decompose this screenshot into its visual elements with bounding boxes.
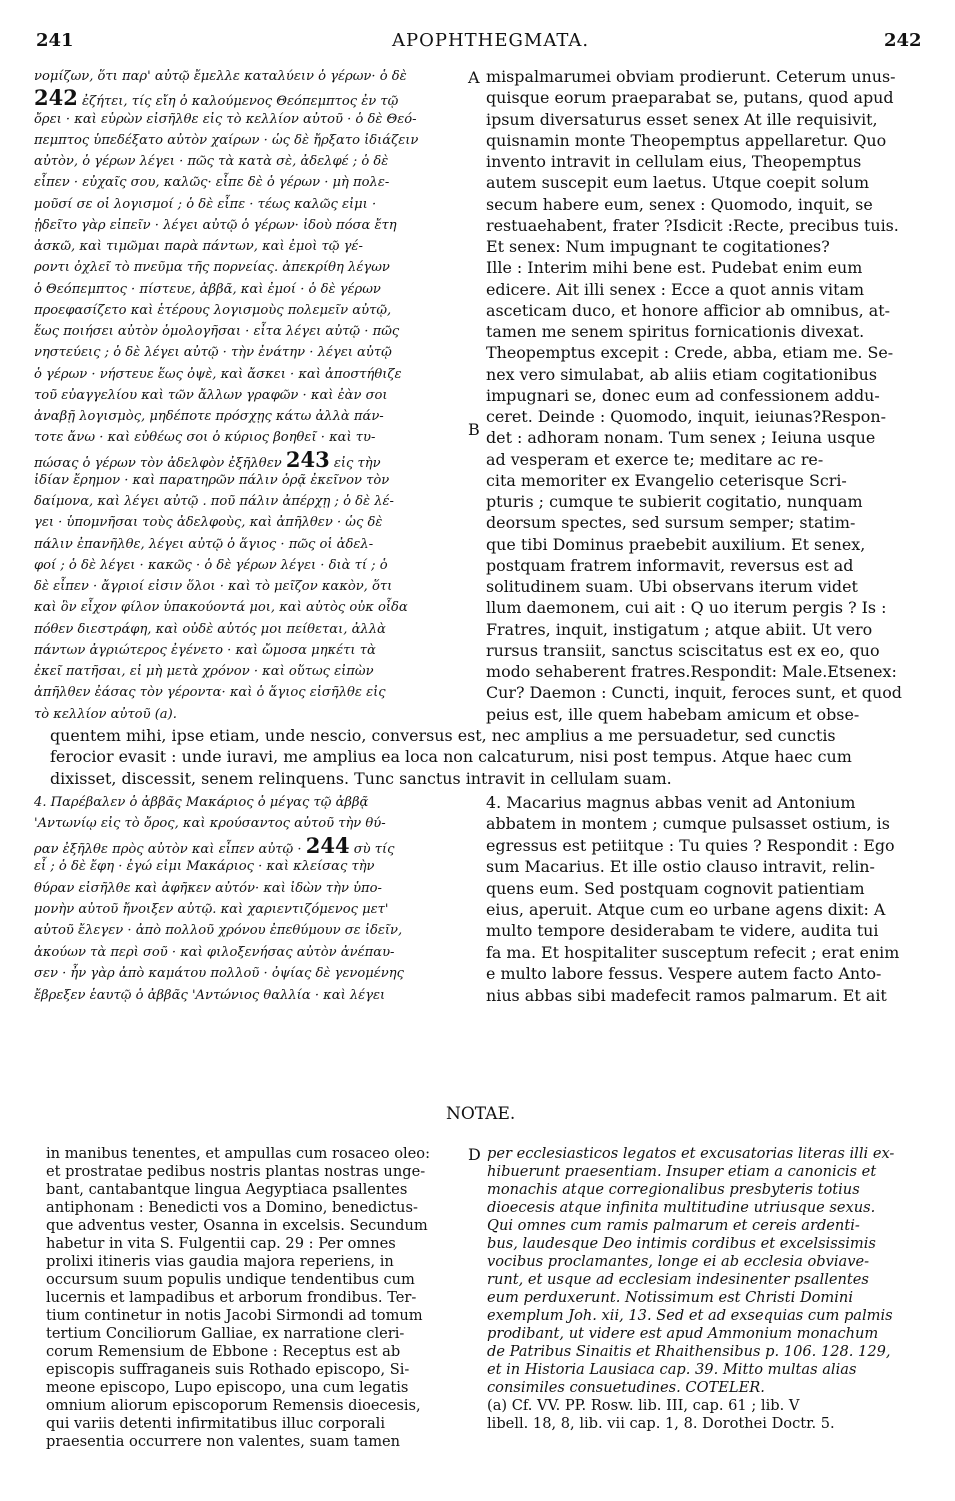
greek-line (34, 534, 466, 555)
latin-line: quisque eorum praeparabat se, putans, quod apud (486, 88, 894, 108)
note-line: runt, et usque ad ecclesiam indesinenter psallentes (487, 1271, 869, 1288)
greek-text: πόθεν διεστράφη, καὶ οὐδὲ αὐτός μοι πείθεται, ἀλλὰ (34, 621, 386, 637)
latin-line: deorsum spectes, sed sursum semper; statim- (486, 513, 856, 533)
column-number: 244 (305, 834, 350, 858)
note-line: bant, cantabantque lingua Aegyptiaca psallentes (46, 1181, 408, 1198)
greek-text: νηστεύεις ; ὁ δὲ λέγει αὐτῷ · τὴν ἐνάτην · λέγει αὐτῷ (34, 345, 392, 361)
greek-text: γει · ὑπομνῆσαι τοὺς ἀδελφοὺς, καὶ ἀπῆλθεν · ὡς δὲ (34, 515, 383, 531)
greek-text: πάντων ἀγριώτερος ἐγένετο · καὶ ὤμοσα μηκέτι τὰ (34, 642, 376, 658)
greek-line (34, 640, 466, 661)
right-page-number: 242 (884, 30, 922, 51)
latin-line: llum daemonem, cui ait : Q uo iterum pergis ? Is : (486, 598, 887, 618)
greek-line (34, 321, 466, 342)
note-line: (a) Cf. VV. PP. Rosw. lib. III, cap. 61 ; lib. V (487, 1397, 800, 1414)
note-line: consimiles consuetudines. COTELER. (487, 1379, 765, 1396)
note-line: omnium aliorum episcoporum Remensis dioecesis, (46, 1397, 421, 1414)
latin-line: dixisset, discessit, senem relinquens. Tunc sanctus intravit in cellulam suam. (50, 768, 672, 788)
note-line: in manibus tenentes, et ampullas cum rosaceo oleo: (46, 1145, 430, 1162)
note-line: episcopis suffraganeis suis Rothado episcopo, Si- (46, 1361, 410, 1378)
greek-line (34, 661, 466, 682)
note-line: monachis atque corregionalibus presbyteris totius (487, 1181, 860, 1198)
latin-line: eius, aperuit. Atque cum eo urbane agens dixit: A (486, 900, 886, 919)
greek-line (34, 555, 466, 576)
greek-line (34, 792, 466, 813)
greek-line (34, 130, 466, 151)
greek-text: νομίζων, ὅτι παρ' αὐτῷ ἔμελλε καταλύειν ὁ γέρων· ὁ δὲ (34, 69, 407, 84)
latin-line: abbatem in montem ; cumque pulsasset ostium, is (486, 814, 890, 834)
latin-line: fa ma. Et hospitaliter susceptum refecit ; erat enim (486, 942, 900, 962)
note-line: que adventus vester, Osanna in excelsis. Secundum (46, 1217, 428, 1234)
latin-line: ferocior evasit : unde iuravi, me amplius ea loca non calcaturum, nisi post tempus. Atque haec cum (50, 747, 852, 767)
greek-line (34, 878, 466, 899)
note-line: antiphonam : Benedicti vos a Domino, benedictus- (46, 1199, 418, 1216)
latin-line: det : adhoram nonam. Tum senex ; Ieiuna usque (486, 428, 876, 448)
note-line: tium continetur in notis Jacobi Sirmondi ad tomum (46, 1307, 423, 1324)
greek-text: θύραν εἰσῆλθε καὶ ἀφῆκεν αὐτόν· καὶ ἰδὼν τὴν ὑπο- (34, 880, 382, 896)
latin-line: egressus est petiitque : Tu quies ? Respondit : Ego (486, 835, 895, 855)
greek-line (34, 813, 466, 834)
column-number: 243 (285, 448, 330, 472)
greek-line (34, 682, 466, 703)
latin-line: restuaehabent, frater ?Isdicit :Recte, precibus tuis. (486, 215, 899, 235)
latin-line: secum habere eum, senex : Quomodo, inquit, se (486, 194, 873, 214)
greek-text: ἀναβῇ λογισμὸς, μηδέποτε πρόσχῃς κάτω ἀλλὰ πάν- (34, 409, 384, 424)
latin-line: edicere. Ait illi senex : Ecce a quot annis vitam (486, 279, 865, 299)
greek-text: εἶπεν · εὐχαῖς σου, καλῶς· εἶπε δὲ ὁ γέρων · μὴ πολε- (34, 175, 390, 191)
greek-line (34, 406, 466, 427)
greek-text: φοί ; ὁ δὲ λέγει · κακῶς · ὁ δὲ γέρων λέγει · διὰ τί ; ὁ (34, 557, 388, 573)
greek-text: πάλιν ἐπανῆλθε, λέγει αὐτῷ ὁ ἅγιος · πῶς οἱ ἀδελ- (34, 536, 374, 552)
greek-text: ὄρει · καὶ εὑρὼν εἰσῆλθε εἰς τὸ κελλίον αὐτοῦ · ὁ δὲ Θεό- (34, 111, 417, 127)
latin-line: 4. Macarius magnus abbas venit ad Antonium (486, 793, 856, 812)
greek-line (34, 576, 466, 597)
greek-text: ὁ γέρων · νήστευε ἕως ὀψὲ, καὶ ἄσκει · καὶ ἀποστήθιζε (34, 366, 402, 382)
latin-line: Ille : Interim mihi bene est. Pudebat enim eum (486, 258, 863, 278)
latin-line: mispalmarumei obviam prodierunt. Ceterum unus- (486, 67, 896, 86)
latin-line: quisnamin monte Theopemptus appellaretur. Quo (486, 130, 887, 150)
greek-line (34, 151, 466, 172)
greek-text: τὸ κελλίον αὐτοῦ (a). (34, 706, 177, 722)
latin-line: sum Macarius. Et ille ostio clauso intravit, relin- (486, 857, 875, 877)
latin-line: e multo labore fessus. Vespere autem facto Anto- (486, 964, 882, 984)
greek-text: ᾐδεῖτο γὰρ εἰπεῖν · λέγει αὐτῷ ὁ γέρων· ἰδοὺ πόσα ἔτη (34, 217, 397, 233)
greek-line (34, 109, 466, 130)
note-line: prolixi itineris vias gaudia majora reperiens, in (46, 1253, 394, 1270)
latin-line: que tibi Dominus praebebit auxilium. Et senex, (486, 534, 866, 554)
greek-line (34, 470, 466, 491)
latin-line: nius abbas sibi madefecit ramos palmarum. Et ait (486, 985, 887, 1005)
column-number: 242 (34, 87, 78, 111)
latin-line: Theopemptus excepit : Crede, abba, etiam me. Se- (486, 343, 894, 363)
greek-line (34, 342, 466, 363)
greek-line (34, 985, 466, 1006)
greek-text: πεμπτος ὑπεδέξατο αὐτὸν χαίρων · ὡς δὲ ἤρξατο ἰδιάζειν (34, 132, 419, 148)
greek-text: σὺ τίς (353, 841, 395, 857)
note-line: lucernis et lampadibus et arborum frondibus. Ter- (46, 1289, 417, 1306)
note-line: Qui omnes cum ramis palmarum et cereis ardenti- (487, 1217, 860, 1234)
greek-line (34, 300, 466, 321)
note-line: et prostratae pedibus nostris plantas nostras unge- (46, 1163, 426, 1180)
greek-line (34, 942, 466, 963)
greek-line (34, 856, 466, 877)
greek-line (34, 279, 466, 300)
note-line: corum Remensium de Ebbone : Receptus est ab (46, 1343, 401, 1360)
greek-text: πώσας ὁ γέρων τὸν ἀδελφὸν ἐξῆλθεν (34, 455, 282, 471)
greek-text: ἐκεῖ πατῆσαι, εἰ μὴ μετὰ χρόνον · καὶ οὕτως εἰπὼν (34, 664, 374, 679)
latin-line: quentem mihi, ipse etiam, unde nescio, conversus est, nec amplius a me persuadetur, sed cunctis (50, 726, 836, 745)
greek-text: 4. Παρέβαλεν ὁ ἀββᾶς Μακάριος ὁ μέγας τῷ ἀββᾷ (34, 795, 369, 810)
greek-line (34, 899, 466, 920)
latin-line: autem suscepit eum laetus. Utque coepit solum (486, 173, 870, 193)
latin-line: ad vesperam et exerce te; meditare ac re- (486, 449, 824, 469)
note-line: et in Historia Lausiaca cap. 39. Mitto multas alias (487, 1361, 857, 1378)
latin-line: modo sehaberent fratres.Respondit: Male.Etsenex: (486, 662, 897, 681)
greek-line (34, 619, 466, 640)
greek-line (34, 427, 466, 448)
latin-line: pturis ; cumque te subierit cogitatio, nunquam (486, 492, 863, 511)
greek-text: αὐτὸν, ὁ γέρων λέγει · πῶς τὰ κατὰ σὲ, ἀδελφέ ; ὁ δὲ (34, 154, 389, 169)
note-line: per ecclesiasticos legatos et excusatorias literas illi ex- (487, 1145, 895, 1162)
latin-line: asceticam duco, et honore afficior ab omnibus, at- (486, 300, 890, 320)
greek-line (34, 963, 466, 984)
greek-text: ἀσκῶ, καὶ τιμῶμαι παρὰ πάντων, καὶ ἐμοὶ τῷ γέ- (34, 239, 363, 254)
latin-line: Et senex: Num impugnant te cogitationes? (486, 237, 830, 256)
latin-line: solitudinem suam. Ubi observans iterum videt (486, 577, 858, 596)
greek-text: ἔβρεξεν ἑαυτῷ ὁ ἀββᾶς 'Αντώνιος θαλλία · καὶ λέγει (34, 987, 386, 1003)
note-line: de Patribus Sinaitis et Rhaithensibus p. 106. 128. 129, (487, 1343, 891, 1360)
greek-line (34, 236, 466, 257)
greek-line (34, 512, 466, 533)
note-line: eum perduxerunt. Notissimum est Christi Domini (487, 1289, 853, 1306)
left-page-number: 241 (36, 30, 74, 51)
greek-text: εἶ ; ὁ δὲ ἔφη · ἐγώ εἰμι Μακάριος · καὶ κλείσας τὴν (34, 859, 375, 875)
latin-line: Cur? Daemon : Cuncti, inquit, feroces sunt, et quod (486, 683, 902, 703)
margin-marker-a: A (468, 68, 480, 87)
notes-heading: NOTAE. (446, 1104, 516, 1124)
latin-line: Fratres, inquit, instigatum ; atque abiit. Ut vero (486, 619, 873, 639)
greek-line (34, 704, 466, 725)
latin-line: multo tempore desiderabam te videre, audita tui (486, 921, 879, 941)
greek-line (34, 66, 466, 87)
latin-line: peius est, ille quem habebam amicum et obse- (486, 704, 860, 724)
note-line: bus, laudesque Deo intimis cordibus et excelsissimis (487, 1235, 876, 1252)
latin-line: postquam fratrem informavit, reversus est ad (486, 555, 854, 575)
greek-text: τοῦ εὐαγγελίου καὶ τῶν ἄλλων γραφῶν · καὶ ἐὰν σοι (34, 387, 388, 403)
latin-line: cita memoriter ex Evangelio ceterisque Scri- (486, 470, 847, 490)
note-line: meone episcopo, Lupo episcopo, una cum legatis (46, 1379, 409, 1396)
greek-text: ἰδίαν ἔρημον · καὶ παρατηρῶν πάλιν ὁρᾷ ἐκεῖνον τὸν (34, 472, 390, 488)
note-line: exemplum Joh. xii, 13. Sed et ad exsequias cum palmis (487, 1307, 893, 1324)
greek-text: αὐτοῦ ἔλεγεν · ἀπὸ πολλοῦ χρόνου ἐπεθύμουν σε ἰδεῖν, (34, 923, 403, 939)
note-line: prodibant, ut videre est apud Ammonium monachum (487, 1325, 879, 1342)
note-line: qui variis detenti infirmitatibus illuc corporali (46, 1415, 386, 1432)
greek-text: ἀκούων τὰ περὶ σοῦ · καὶ φιλοξενήσας αὐτὸν ἀνέπαυ- (34, 944, 395, 960)
greek-text: τοτε ἄνω · καὶ εὐθέως σοι ὁ κύριος βοηθεῖ · καὶ τυ- (34, 430, 376, 446)
greek-text: ραν ἐξῆλθε πρὸς αὐτὸν καὶ εἶπεν αὐτῷ · (34, 841, 302, 857)
greek-line (34, 597, 466, 618)
running-title: APOPHTHEGMATA. (392, 30, 590, 51)
latin-line: ceret. Deinde : Quomodo, inquit, ieiunas?Respon- (486, 407, 886, 426)
greek-text: δὲ εἶπεν · ἄγριοί εἰσιν ὅλοι · καὶ τὸ μεῖζον κακὸν, ὅτι (34, 579, 393, 594)
latin-line: impugnari se, donec eum ad confessionem addu- (486, 385, 880, 405)
note-line: habetur in vita S. Fulgentii cap. 29 : Per omnes (46, 1235, 396, 1252)
greek-line (34, 194, 466, 215)
note-line: libell. 18, 8, lib. vii cap. 1, 8. Dorothei Doctr. 5. (487, 1415, 835, 1432)
greek-text: σεν · ἦν γὰρ ἀπὸ καμάτου πολλοῦ · ὀψίας δὲ γενομένης (34, 966, 404, 982)
latin-line: nex vero simulabat, ab aliis etiam cogitationibus (486, 364, 878, 384)
note-line: tertium Conciliorum Galliae, ex narratione cleri- (46, 1325, 405, 1342)
greek-text: προεφασίζετο καὶ ἑτέρους λογισμοὺς πολεμεῖν αὐτῷ, (34, 302, 392, 318)
note-line: vocibus proclamantes, longe ei ab ecclesia obviave- (487, 1253, 870, 1270)
greek-text: καὶ ὃν εἶχον φίλον ὑπακούοντά μοι, καὶ αὐτὸς οὐκ οἶδα (34, 600, 408, 616)
greek-text: μοῦσί σε οἱ λογισμοί ; ὁ δὲ εἶπε · τέως καλῶς εἰμι · (34, 196, 377, 212)
latin-line: rursus transiit, sanctus sciscitatus est ex eo, quo (486, 640, 880, 660)
note-line: dioecesis atque infinita multitudine utriusque sexus. (487, 1199, 876, 1216)
latin-line: tamen me senem spiritus fornicationis divexat. (486, 322, 865, 341)
latin-line: quens eum. Sed postquam cognovit patientiam (486, 878, 865, 898)
latin-line: ipsum diversaturus esset senex At ille requisivit, (486, 109, 878, 129)
greek-text: ὁ Θεόπεμπτος · πίστευε, ἀββᾶ, καὶ ἐμοί · ὁ δὲ γέρων (34, 281, 381, 297)
margin-marker-d: D (468, 1145, 481, 1164)
note-line: praesentia occurrere non valentes, suam tamen (46, 1433, 401, 1450)
greek-line (34, 385, 466, 406)
note-line: occursum suum populis undique tendentibus cum (46, 1271, 415, 1288)
note-line: hibuerunt praesentiam. Insuper etiam a canonicis et (487, 1163, 877, 1180)
greek-line (34, 491, 466, 512)
margin-marker-b: B (468, 420, 480, 439)
greek-line (34, 172, 466, 193)
greek-text: δαίμονα, καὶ λέγει αὐτῷ . ποῦ πάλιν ἀπέρχῃ ; ὁ δὲ λέ- (34, 494, 394, 509)
greek-text: μονὴν αὐτοῦ ἤνοιξεν αὐτῷ. καὶ χαριεντιζόμενος μετ' (34, 902, 389, 917)
latin-line: invento intravit in cellulam eius, Theopemptus (486, 152, 862, 171)
greek-line (34, 364, 466, 385)
greek-text: ροντι ὀχλεῖ τὸ πνεῦμα τῆς πορνείας. ἀπεκρίθη λέγων (34, 260, 390, 276)
greek-text: εἰς τὴν (333, 455, 381, 471)
greek-text: ἐζήτει, τίς εἴη ὁ καλούμενος Θεόπεμπτος ἐν τῷ (82, 94, 399, 110)
greek-line (34, 920, 466, 941)
greek-line (34, 215, 466, 236)
greek-text: 'Αντωνίῳ εἰς τὸ ὄρος, καὶ κρούσαντος αὐτοῦ τὴν θύ- (34, 816, 386, 832)
greek-text: ἕως ποιήσει αὐτὸν ὁμολογῆσαι · εἶτα λέγει αὐτῷ · πῶς (34, 324, 400, 339)
greek-text: ἀπῆλθεν ἐάσας τὸν γέροντα· καὶ ὁ ἅγιος εἰσῆλθε εἰς (34, 685, 386, 701)
greek-line (34, 257, 466, 278)
